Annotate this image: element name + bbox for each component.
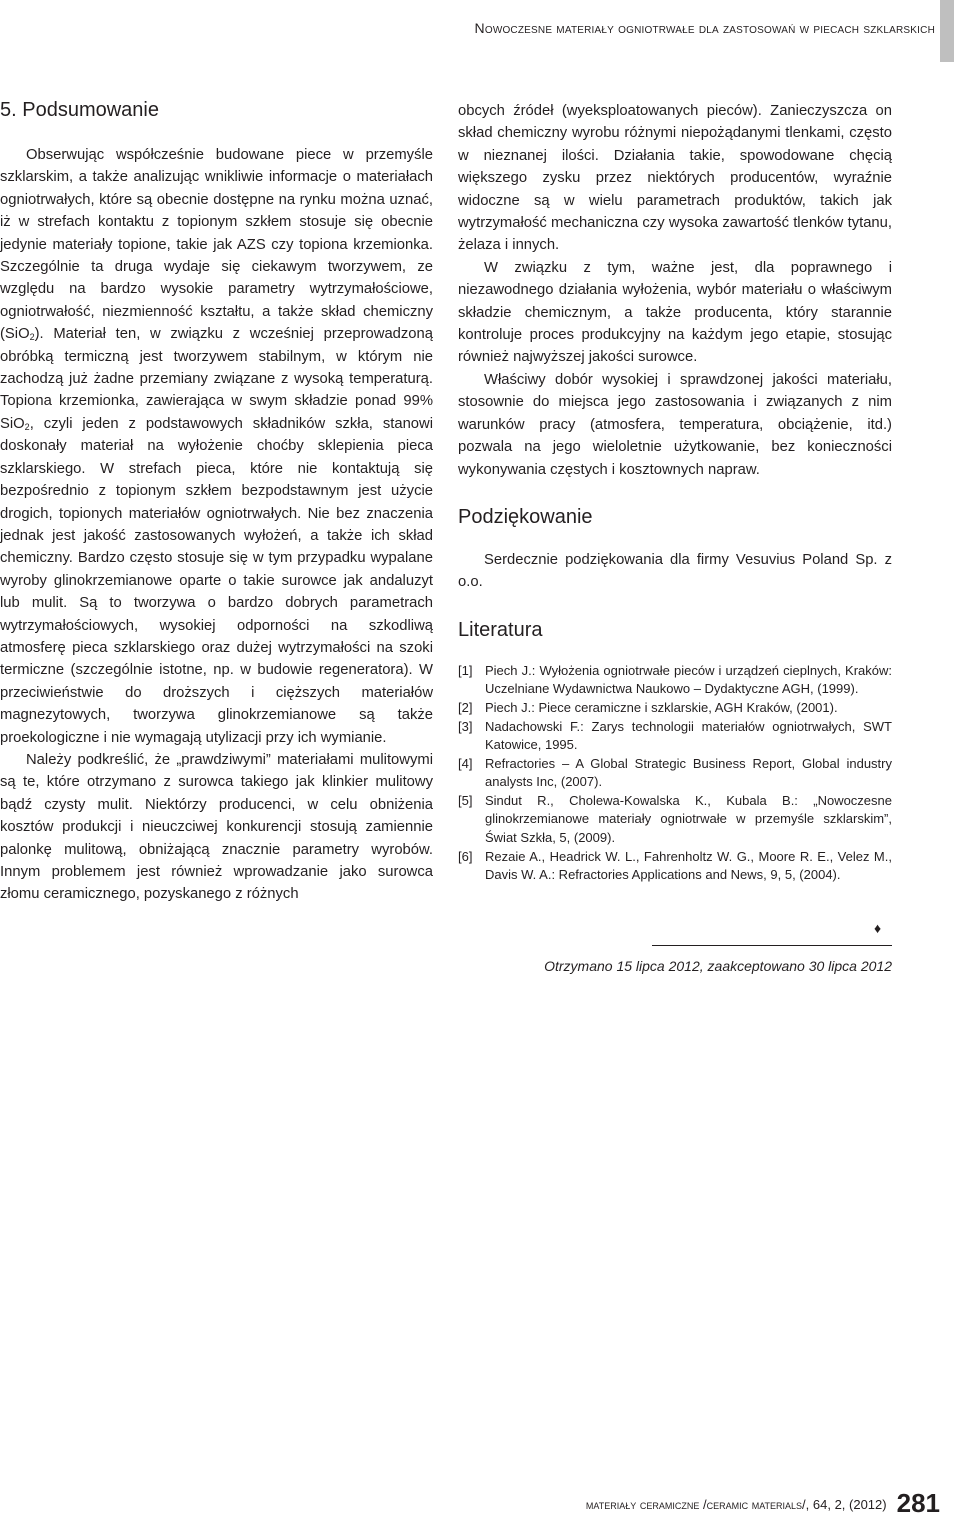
- reference-item: [458, 662, 892, 699]
- received-dates: Otrzymano 15 lipca 2012, zaakceptowano 30 lipca 2012: [544, 958, 892, 974]
- reference-text: Nadachowski F.: Zarys technologii materiałów ogniotrwałych, SWT Katowice, 1995.: [485, 718, 892, 753]
- page-footer: [586, 1488, 940, 1519]
- paragraph-text: , czyli jeden z podstawowych składników szkła, stanowi doskonały materiał na wyłożenie choćby sklepienia pieca szklarskiego. W strefach pieca, które nie kontaktują się bezpośrednio z topionym szkłem bezpodstawnym jest użycie drogich, topionych materiałów ogniotrwałych. Nie bez znaczenia jednak jest jakość zastosowanych wyłożeń, a także ich skład chemiczny. Bardzo często stosuje się w tym przypadku wypalane wyroby glinokrzemianowe oparte o takie surowce jak andaluzyt lub mulit. Są to tworzywa o bardzo dobrych parametrach wytrzymałościowych, wysokiej odporności na szkodliwą atmosferę pieca szklarskiego oraz dużej wytrzymałości na szoki termiczne (szczególnie istotne, np. w budowie regeneratora). W przeciwieństwie do droższych i cięższych materiałów magnezytowych, tworzywa glinokrzemianowe są także proekologiczne i nie wymagają utylizacji przy ich wymianie.: [0, 415, 433, 746]
- paragraph-text: Obserwując współcześnie budowane piece w przemyśle szklarskim, a także analizując wnikliwie informacje o materiałach ogniotrwałych, które są obecnie dostępne na rynku można uznać, iż w strefach kontaktu z topionym szkłem stosuje się obecnie jedynie materiały topione, takie jak AZS czy topiona krzemionka. Szczególnie ta druga wydaje się ciekawym tworzywem, ze względu na bardzo wysokie parametry wytrzymałościowe, ogniotrwałość, niezmienność kształtu, a także skład chemiczny (SiO: [0, 147, 433, 343]
- running-head: Nowoczesne materiały ogniotrwałe dla zastosowań w piecach szklarskich: [474, 20, 935, 36]
- reference-number: [4]: [458, 755, 473, 771]
- section-heading-literature: Literatura: [458, 618, 543, 641]
- diamond-end-mark-icon: ♦: [874, 920, 882, 936]
- acknowledgement-text: Serdecznie podziękowania dla firmy Vesuvius Poland Sp. z o.o.: [458, 551, 892, 591]
- reference-text: Sindut R., Cholewa-Kowalska K., Kubala B.: „Nowoczesne glinokrzemianowe materiały ogniotrwałe w przemyśle szklarskim”, Świat Szkła, 5, (2009).: [485, 792, 892, 846]
- reference-number: [6]: [458, 848, 473, 864]
- reference-number: [5]: [458, 792, 473, 808]
- end-rule: [652, 945, 892, 946]
- reference-text: Rezaie A., Headrick W. L., Fahrenholtz W. G., Moore R. E., Velez M., Davis W. A.: Refractories Applications and News, 9, 5, (2004).: [485, 848, 892, 883]
- paragraph-summary-3: W związku z tym, ważne jest, dla poprawnego i niezawodnego działania wyłożenia, wybór materiału o właściwym składzie chemicznym, a także producenta, który starannie kontroluje proces produkcyjny na każdym jego etapie, stosując również najwyższej jakości surowce.: [458, 259, 892, 366]
- section-heading-summary: 5. Podsumowanie: [0, 99, 159, 121]
- reference-number: [2]: [458, 699, 473, 715]
- literature-section: [458, 616, 892, 885]
- reference-item: [458, 699, 892, 718]
- reference-text: Piech J.: Wyłożenia ogniotrwałe pieców i urządzeń cieplnych, Kraków: Uczelniane Wydawnictwa Naukowo – Dydaktyczne AGH, (1999).: [485, 662, 892, 697]
- reference-item: [458, 848, 892, 885]
- reference-number: [3]: [458, 718, 473, 734]
- journal-citation: materiały ceramiczne /ceramic materials/, 64, 2, (2012): [585, 1497, 887, 1512]
- reference-item: [458, 718, 892, 755]
- left-column: [0, 96, 433, 906]
- paragraph-summary-4: Właściwy dobór wysokiej i sprawdzonej jakości materiału, stosownie do miejsca jego zastosowania i związanych z nim warunków pracy (atmosfera, temperatura, obciążenie, itd.) pozwala na jego wieloletnie użytkowanie, bez konieczności wykonywania częstych i kosztownych napraw.: [458, 371, 892, 478]
- paragraph-summary-1: [0, 144, 433, 749]
- reference-number: [1]: [458, 662, 473, 678]
- acknowledgement-section: [458, 503, 892, 594]
- page-number: 281: [896, 1488, 940, 1518]
- reference-text: Piech J.: Piece ceramiczne i szklarskie, AGH Kraków, (2001).: [485, 699, 838, 715]
- paragraph-text: ). Materiał ten, w związku z wcześniej przeprowadzoną obróbką termiczną jest tworzywem stabilnym, w którym nie zachodzą już żadne przemiany związane z wysoką temperaturą. Topiona krzemionka, zawierająca w swym składzie ponad 99% SiO: [0, 326, 433, 432]
- reference-list: [458, 662, 892, 885]
- reference-item: [458, 792, 892, 848]
- right-column: [458, 100, 892, 885]
- paragraph-continued: obcych źródeł (wyeksploatowanych pieców). Zanieczyszcza on skład chemiczny wyrobu różnymi niepożądanymi tlenkami, często w nieznanej ilości. Działania takie, spowodowane chęcią większego zysku przez niektórych producentów, wyraźnie widoczne są w wielu parametrach produktów, takich jak wytrzymałość mechaniczna czy wysoka zawartość tlenków tytanu, żelaza i innych.: [458, 103, 892, 254]
- subscript: 2: [24, 421, 30, 432]
- reference-item: [458, 755, 892, 792]
- subscript: 2: [29, 332, 35, 343]
- paragraph-summary-2: Należy podkreślić, że „prawdziwymi” materiałami mulitowymi są te, które otrzymano z surowca takiego jak klinkier mulitowy bądź czysty mulit. Niektórzy producenci, w celu obniżenia kosztów produkcji i nieuczciwej konkurencji stosują zamiennie palonkę mulitową, obniżającą znacznie parametry wyrobów. Innym problemem jest również wprowadzanie jako surowca złomu ceramicznego, pozyskanego z różnych: [0, 751, 433, 903]
- section-heading-acknowledgement: Podziękowanie: [458, 505, 593, 528]
- reference-text: Refractories – A Global Strategic Business Report, Global industry analysts Inc, (2007).: [485, 755, 892, 790]
- header-side-bar: [940, 0, 954, 62]
